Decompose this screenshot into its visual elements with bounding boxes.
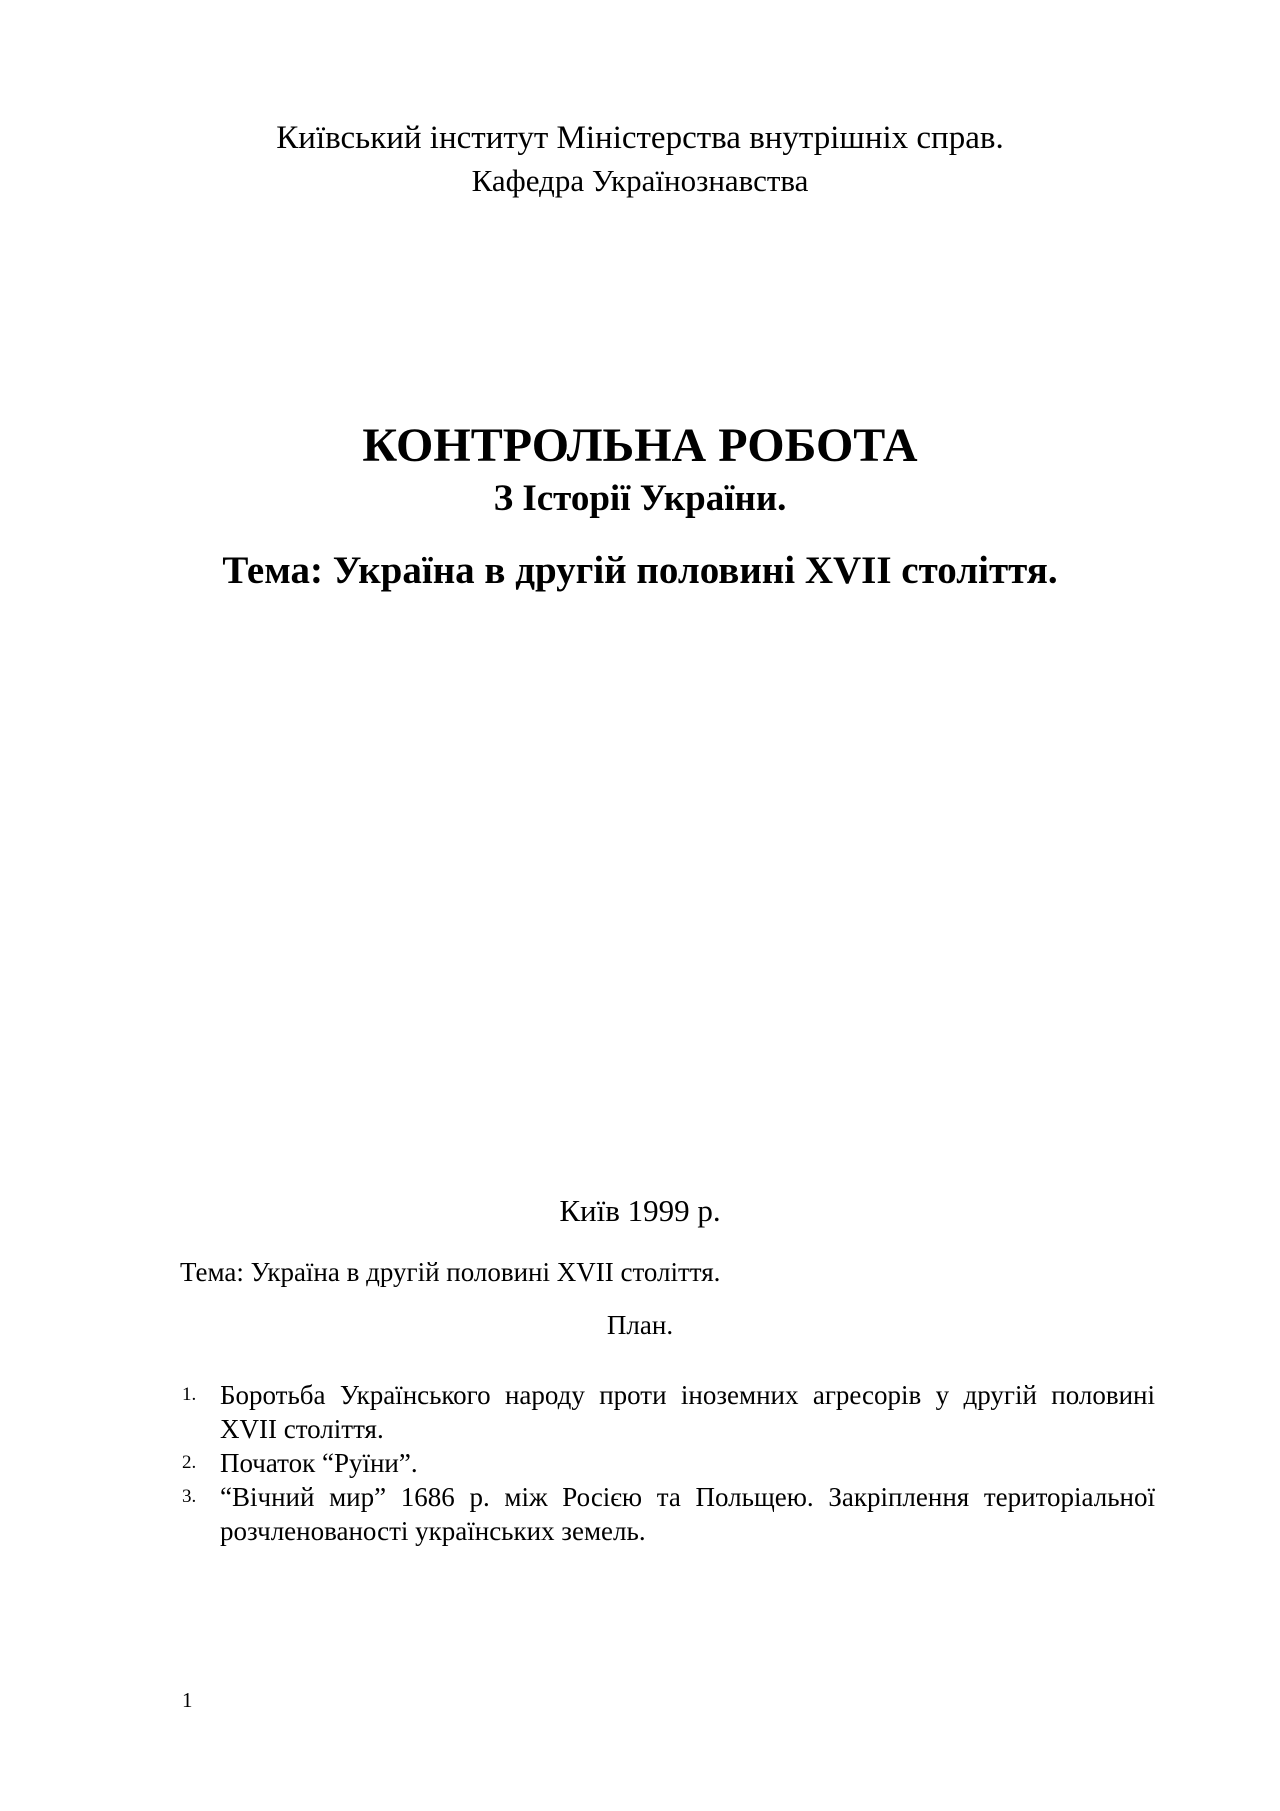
topic-title: Тема: Україна в другій половині XVII століття. xyxy=(222,549,1058,592)
plan-item-number: 2. xyxy=(182,1452,197,1473)
city-year: Київ 1999 р. xyxy=(559,1193,721,1228)
plan-item-number: 1. xyxy=(182,1384,197,1405)
plan-item xyxy=(180,1378,1155,1446)
subject-title: З Історії України. xyxy=(493,478,787,519)
plan-item xyxy=(180,1446,1155,1480)
plan-item-text: “Вічний мир” 1686 р. між Росією та Польщею. Закріплення територіальної розчленованості українських земель. xyxy=(220,1482,1155,1546)
plan-heading: План. xyxy=(606,1310,674,1340)
plan-item-number: 3. xyxy=(182,1486,197,1507)
plan-item-text: Боротьба Українського народу проти іноземних агресорів у другій половині XVII століття. xyxy=(220,1380,1155,1444)
institute-name: Київський інститут Міністерства внутрішніх справ. xyxy=(276,120,1004,156)
document-type-title: КОНТРОЛЬНА РОБОТА xyxy=(362,419,918,472)
department-name: Кафедра Українознавства xyxy=(471,163,809,198)
plan-item-text: Початок “Руїни”. xyxy=(220,1448,418,1478)
plan-item xyxy=(180,1480,1155,1548)
page-number: 1 xyxy=(182,1688,193,1712)
topic-line: Тема: Україна в другій половині XVII століття. xyxy=(180,1257,721,1287)
plan-list xyxy=(180,1378,1155,1548)
